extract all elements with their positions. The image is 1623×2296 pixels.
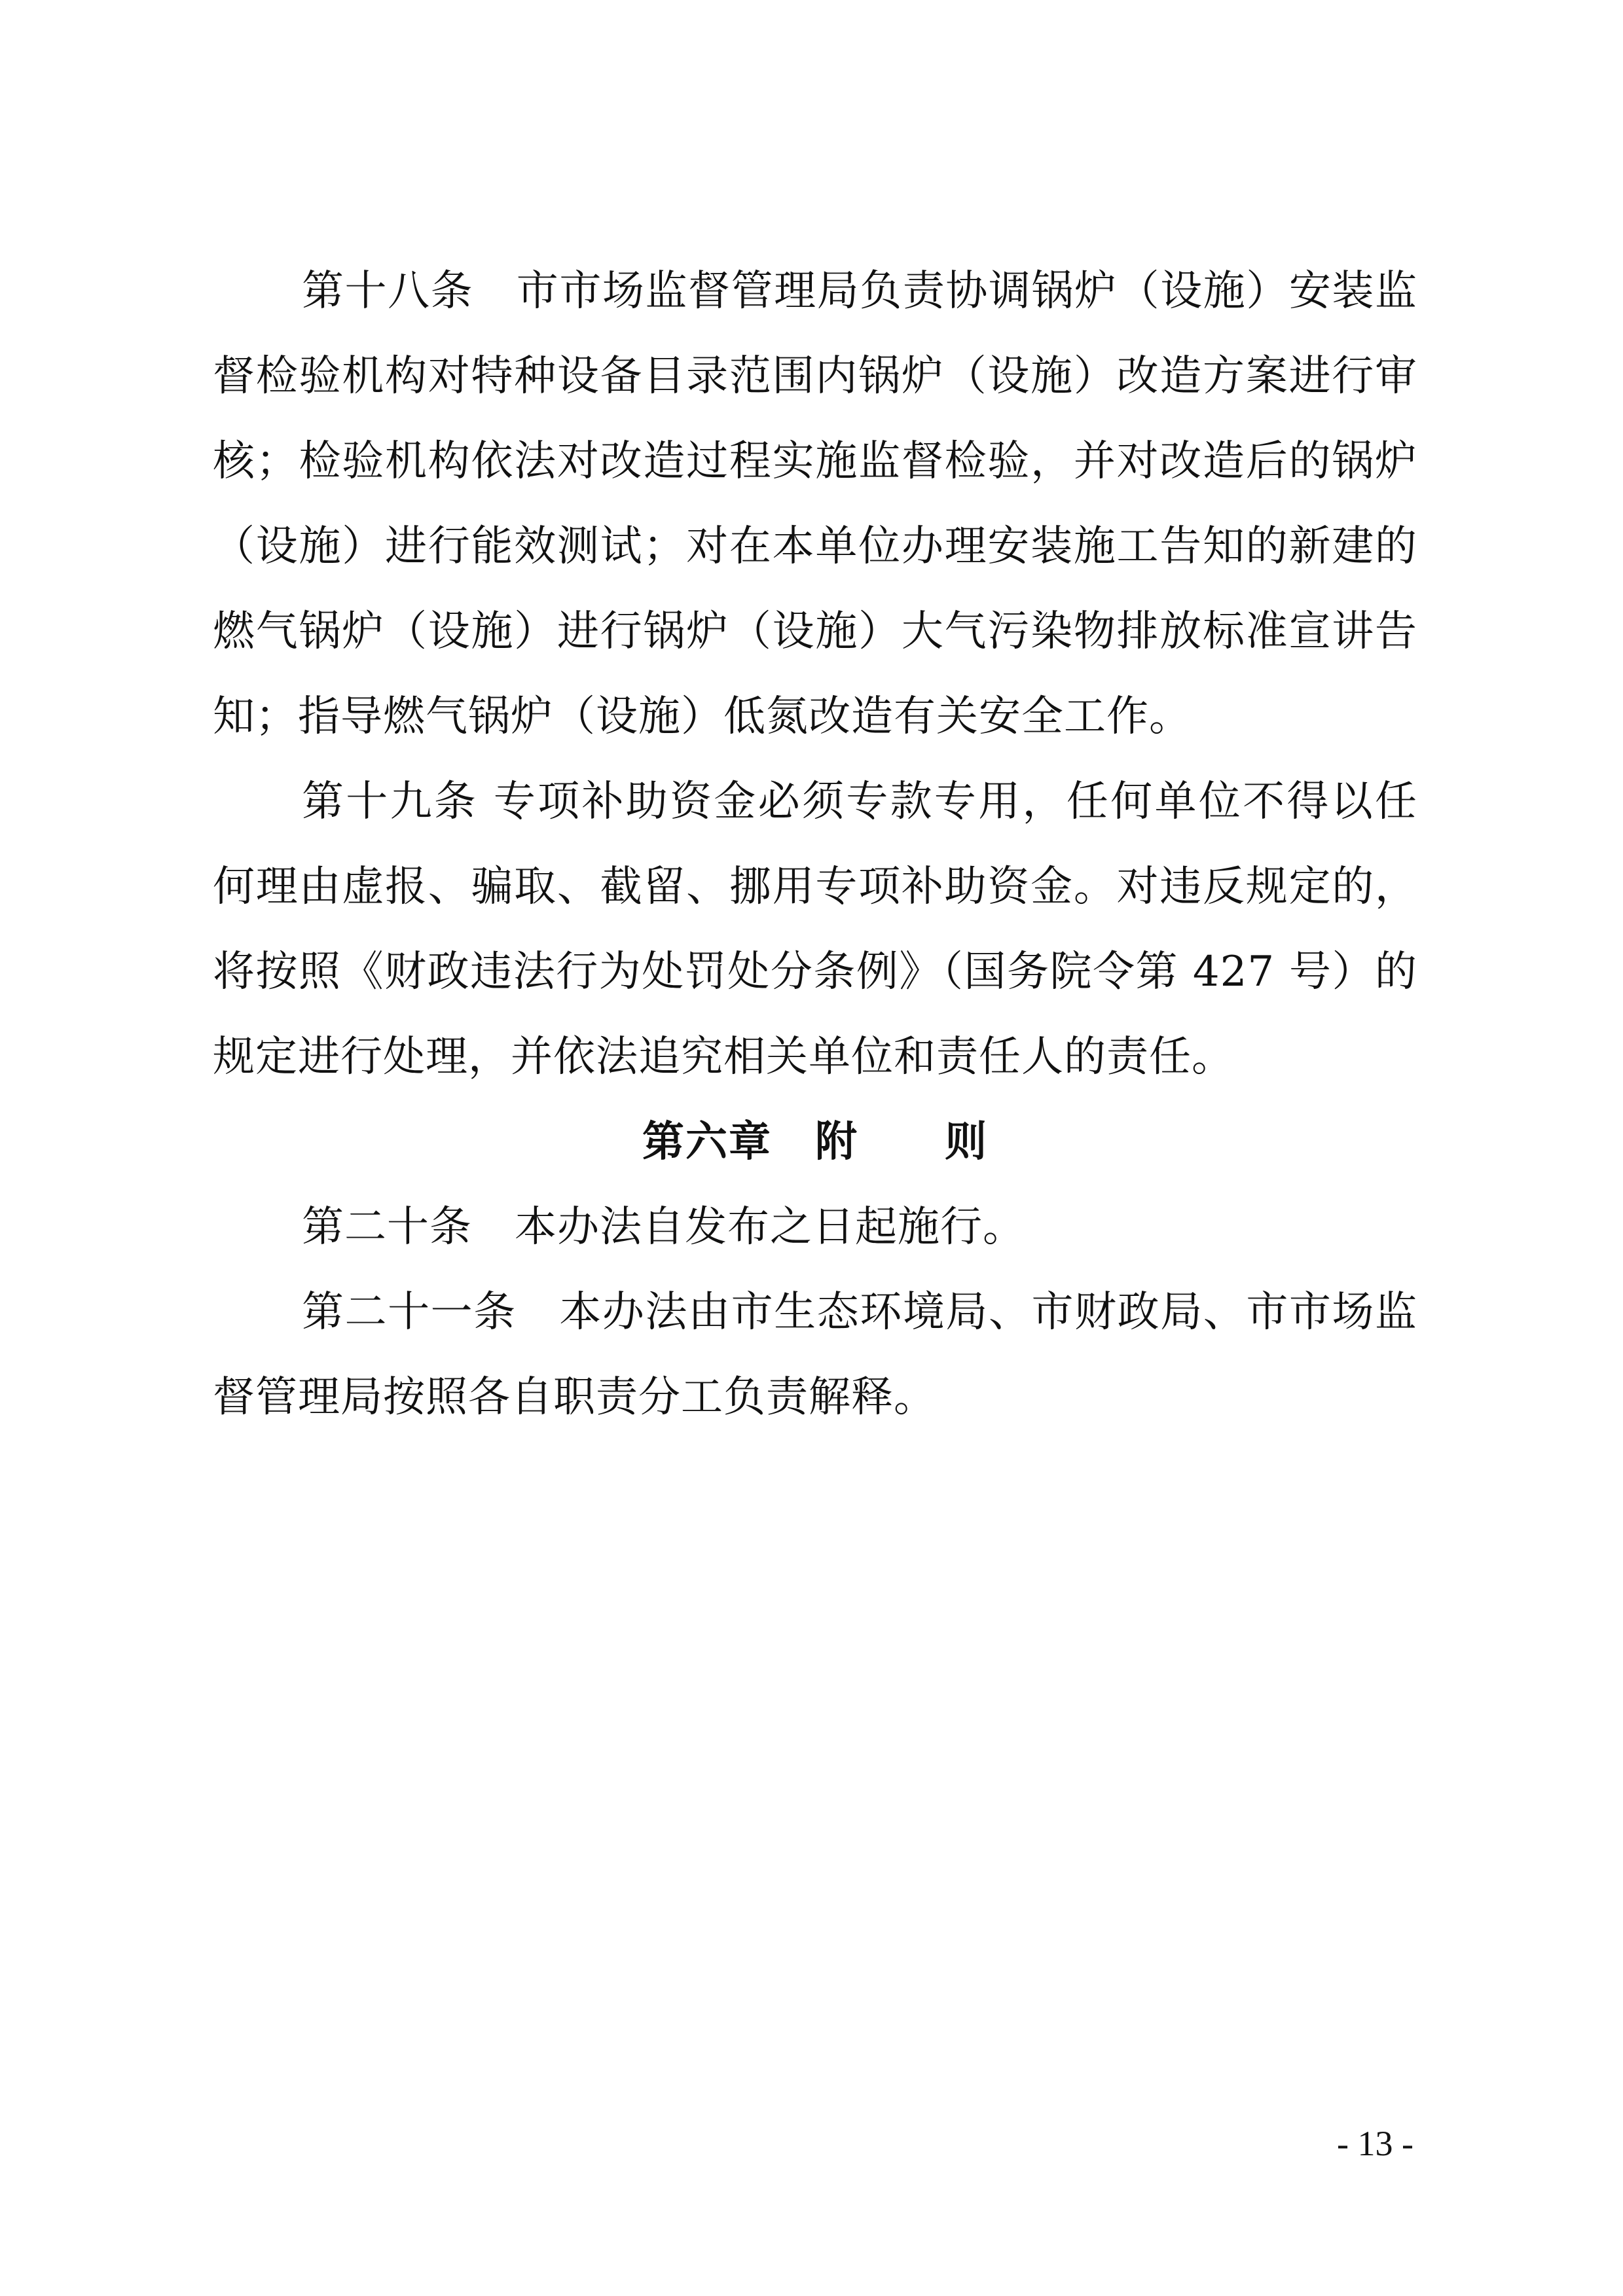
page-number: - 13 - xyxy=(1337,2124,1413,2163)
document-body xyxy=(213,249,1417,1440)
article-18: 第十八条 市市场监督管理局负责协调锅炉（设施）安装监督检验机构对特种设备目录范围内锅炉（设施）改造方案进行审核；检验机构依法对改造过程实施监督检验，并对改造后的锅炉（设施）进行能效测试；对在本单位办理安装施工告知的新建的燃气锅炉（设施）进行锅炉（设施）大气污染物排放标准宣讲告知；指导燃气锅炉（设施）低氮改造有关安全工作。 xyxy=(213,267,1417,741)
article-20: 第二十条 本办法自发布之日起施行。 xyxy=(302,1203,1025,1251)
article-19: 第十九条 专项补助资金必须专款专用，任何单位不得以任何理由虚报、骗取、截留、挪用专项补助资金。对违反规定的，将按照《财政违法行为处罚处分条例》（国务院令第 427 号）的规定进行处理，并依法追究相关单位和责任人的责任。 xyxy=(213,778,1417,1081)
chapter-title: 第六章 附 则 xyxy=(642,1118,988,1166)
article-21: 第二十一条 本办法由市生态环境局、市财政局、市市场监督管理局按照各自职责分工负责解释。 xyxy=(213,1288,1417,1422)
